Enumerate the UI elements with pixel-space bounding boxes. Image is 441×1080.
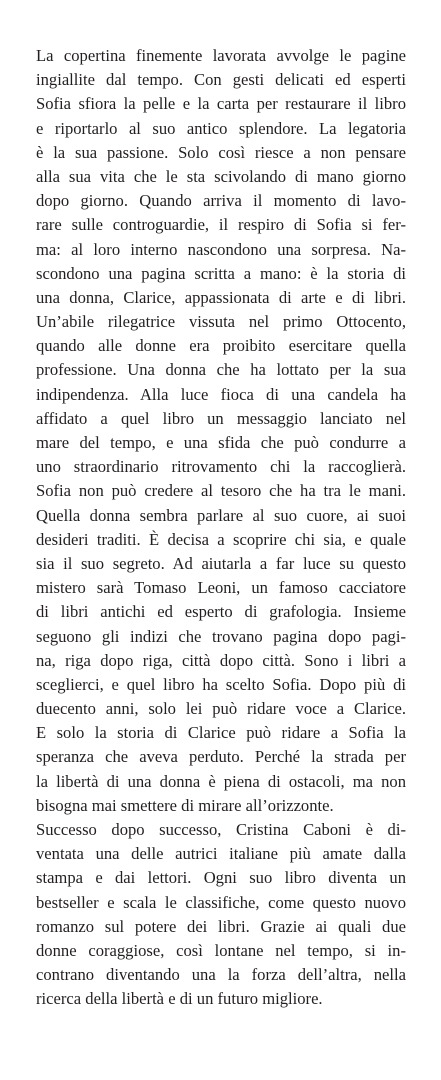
text-line: una donna, Clarice, appassionata di arte e di libri. xyxy=(36,287,406,307)
text-line: bestseller e scala le classifiche, come questo nuovo xyxy=(36,892,406,912)
text-line: Quella donna sembra parlare al suo cuore, ai suoi xyxy=(36,505,406,525)
text-line: e riportarlo al suo antico splendore. La legatoria xyxy=(36,118,406,138)
text-line: Un’abile rilegatrice vissuta nel primo Ottocento, xyxy=(36,312,406,332)
text-line: è la sua passione. Solo così riesce a non pensare xyxy=(36,142,406,162)
text-line: scondono una pagina scritta a mano: è la storia di xyxy=(36,263,406,283)
text-line: alla sua vita che le sta scivolando di mano giorno xyxy=(36,166,406,186)
author-paragraph xyxy=(36,818,406,1012)
text-line: na, riga dopo riga, città dopo città. Sono i libri a xyxy=(36,650,406,670)
text-line: donne coraggiose, così lontane nel tempo, si in- xyxy=(36,940,406,960)
text-line: ricerca della libertà e di un futuro migliore. xyxy=(36,989,323,1009)
text-line: mare del tempo, e una sfida che può condurre a xyxy=(36,433,406,452)
text-line: desideri traditi. È decisa a scoprire chi sia, e quale xyxy=(36,529,406,549)
back-cover-text xyxy=(36,44,406,1012)
text-line: bisogna mai smettere di mirare all’orizzonte. xyxy=(36,795,334,815)
text-line: la libertà di una donna è piena di ostacoli, ma non xyxy=(36,771,406,791)
text-line: seguono gli indizi che trovano pagina dopo pagi- xyxy=(36,626,406,646)
text-line: rare sulle controguardie, il respiro di Sofia si fer- xyxy=(36,215,406,235)
text-line: romanzo sul potere dei libri. Grazie ai quali due xyxy=(36,916,406,936)
text-line: quando alle donne era proibito esercitare quella xyxy=(36,336,406,356)
text-line: sceglierci, e quel libro ha scelto Sofia. Dopo più di xyxy=(36,674,406,694)
text-line: Sofia non può credere al tesoro che ha tra le mani. xyxy=(36,481,406,501)
text-line: professione. Una donna che ha lottato per la sua xyxy=(36,360,406,380)
text-line: Sofia sfiora la pelle e la carta per restaurare il libro xyxy=(36,94,406,114)
text-line: La copertina finemente lavorata avvolge le pagine xyxy=(36,46,406,65)
text-line: stampa e dai lettori. Ogni suo libro diventa un xyxy=(36,868,406,888)
text-line: E solo la storia di Clarice può ridare a Sofia la xyxy=(36,723,406,743)
text-line: speranza che aveva perduto. Perché la strada per xyxy=(36,747,406,767)
text-line: di libri antichi ed esperto di grafologia. Insieme xyxy=(36,602,406,622)
synopsis-paragraph xyxy=(36,44,406,818)
text-line: ventata una delle autrici italiane più amate dalla xyxy=(36,844,406,864)
text-line: indipendenza. Alla luce fioca di una candela ha xyxy=(36,384,406,404)
text-line: uno straordinario ritrovamento chi la raccoglierà. xyxy=(36,457,406,477)
text-line: ingiallite dal tempo. Con gesti delicati ed esperti xyxy=(36,70,406,90)
text-line: affidato a quel libro un messaggio lanciato nel xyxy=(36,408,406,428)
text-line: duecento anni, solo lei può ridare voce a Clarice. xyxy=(36,699,406,719)
text-line: contrano diventando una la forza dell’altra, nella xyxy=(36,965,406,985)
text-line: Successo dopo successo, Cristina Caboni è di- xyxy=(36,820,406,839)
text-line: sia il suo segreto. Ad aiutarla a far luce su questo xyxy=(36,553,406,573)
text-line: dopo giorno. Quando arriva il momento di lavo- xyxy=(36,191,406,211)
text-line: ma: al loro interno nascondono una sorpresa. Na- xyxy=(36,239,406,259)
text-line: mistero sarà Tomaso Leoni, un famoso cacciatore xyxy=(36,578,406,598)
